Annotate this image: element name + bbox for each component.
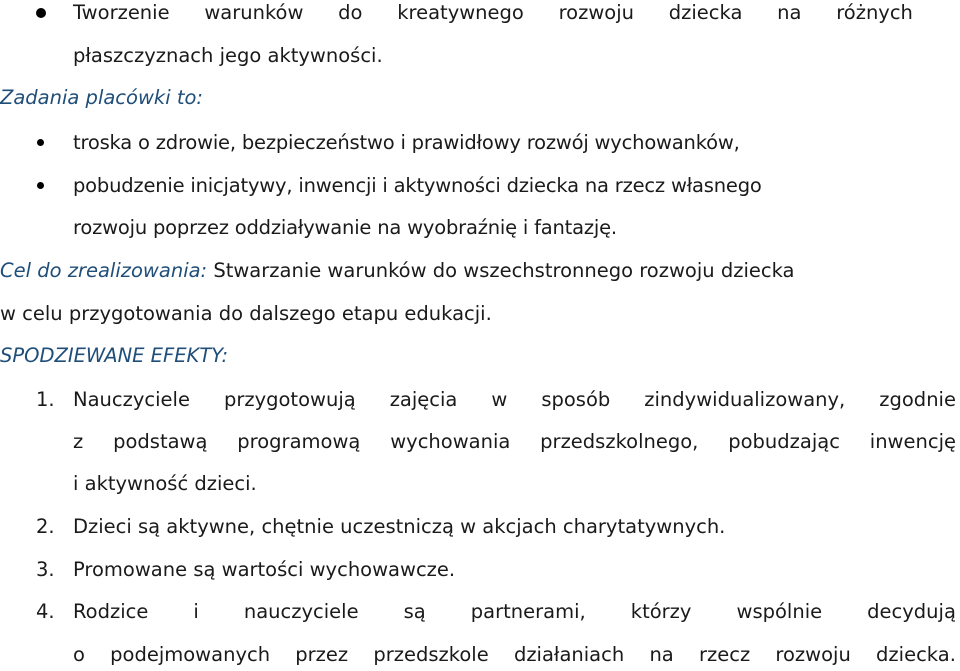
word: zajęcia bbox=[389, 388, 458, 411]
tasks-heading: Zadania placówki to: bbox=[0, 86, 203, 109]
task-item-1: troska o zdrowie, bezpieczeństwo i prawidłowy rozwój wychowanków, bbox=[73, 131, 740, 154]
word: w bbox=[491, 388, 508, 411]
word: o bbox=[73, 643, 85, 666]
bullet-icon bbox=[37, 139, 44, 146]
list-number: 2. bbox=[36, 515, 55, 538]
word: rzecz bbox=[698, 643, 751, 666]
word: przedszkole bbox=[373, 643, 489, 666]
word: są bbox=[403, 600, 426, 623]
word: kreatywnego bbox=[397, 1, 524, 24]
bullet-icon bbox=[37, 182, 44, 189]
goal-line-2: w celu przygotowania do dalszego etapu edukacji. bbox=[0, 302, 492, 325]
word: zindywidualizowany, bbox=[644, 388, 846, 411]
list-number: 4. bbox=[36, 600, 55, 623]
word: dziecka bbox=[668, 1, 743, 24]
intro-line-1 bbox=[73, 3, 913, 23]
goal-line-1 bbox=[0, 261, 794, 281]
effect-4-line-1 bbox=[73, 602, 956, 622]
intro-line-2: płaszczyznach jego aktywności. bbox=[73, 44, 383, 67]
word: rozwoju bbox=[558, 1, 635, 24]
word: partnerami, bbox=[470, 600, 586, 623]
word: Tworzenie bbox=[73, 1, 170, 24]
word: podejmowanych bbox=[110, 643, 271, 666]
word: podstawą bbox=[113, 430, 208, 453]
word: na bbox=[777, 1, 802, 24]
word: programową bbox=[237, 430, 361, 453]
bullet-icon bbox=[36, 8, 46, 18]
word: wspólnie bbox=[736, 600, 823, 623]
word: i bbox=[193, 600, 199, 623]
word: na bbox=[649, 643, 674, 666]
word: przygotowują bbox=[223, 388, 356, 411]
word: Nauczyciele bbox=[73, 388, 190, 411]
task-item-2-line-2: rozwoju poprzez oddziaływanie na wyobraźnię i fantazję. bbox=[73, 216, 617, 239]
effect-3-line-1: Promowane są wartości wychowawcze. bbox=[73, 558, 456, 581]
word: rozwoju bbox=[775, 643, 851, 666]
effects-heading: SPODZIEWANE EFEKTY: bbox=[0, 344, 229, 367]
word: do bbox=[338, 1, 363, 24]
list-number: 3. bbox=[36, 558, 55, 581]
word: zgodnie bbox=[879, 388, 956, 411]
word: z bbox=[73, 430, 84, 453]
word: pobudzając bbox=[728, 430, 840, 453]
word: działaniach bbox=[513, 643, 625, 666]
effect-2-line-1: Dzieci są aktywne, chętnie uczestniczą w akcjach charytatywnych. bbox=[73, 515, 726, 538]
task-item-2-line-1: pobudzenie inicjatywy, inwencji i aktywności dziecka na rzecz własnego bbox=[73, 174, 762, 197]
word: inwencję bbox=[869, 430, 956, 453]
word: decydują bbox=[867, 600, 956, 623]
effect-1-line-3: i aktywność dzieci. bbox=[73, 472, 257, 495]
word: Rodzice bbox=[73, 600, 149, 623]
word: przez bbox=[295, 643, 349, 666]
word: sposób bbox=[541, 388, 611, 411]
effect-4-line-2 bbox=[73, 645, 956, 665]
word: różnych bbox=[836, 1, 913, 24]
word: nauczyciele bbox=[243, 600, 359, 623]
effect-1-line-2 bbox=[73, 432, 956, 452]
goal-label: Cel do zrealizowania: bbox=[0, 259, 208, 282]
word: wychowania bbox=[390, 430, 511, 453]
effect-1-line-1 bbox=[73, 390, 956, 410]
word: przedszkolnego, bbox=[540, 430, 699, 453]
goal-text: Stwarzanie warunków do wszechstronnego rozwoju dziecka bbox=[207, 259, 795, 282]
list-number: 1. bbox=[36, 388, 55, 411]
word: warunków bbox=[204, 1, 304, 24]
word: którzy bbox=[630, 600, 692, 623]
word: dziecka. bbox=[876, 643, 956, 666]
